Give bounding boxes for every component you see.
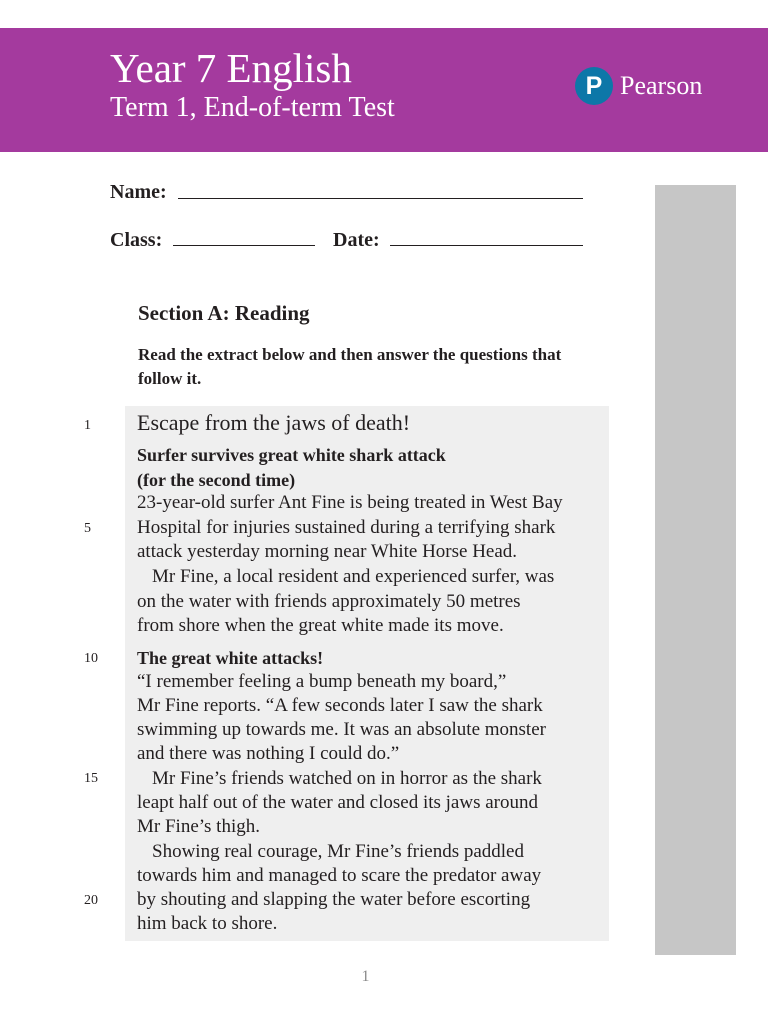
extract-line: Mr Fine, a local resident and experienced surfer, was: [152, 566, 555, 587]
class-label: Class:: [110, 229, 163, 251]
header-band: [0, 28, 768, 152]
extract-line: on the water with friends approximately 50 metres: [137, 591, 521, 612]
page-number: 1: [361, 968, 370, 985]
extract-line: by shouting and slapping the water before escorting: [137, 889, 531, 910]
extract-line: swimming up towards me. It was an absolute monster: [137, 719, 546, 740]
extract-line: Showing real courage, Mr Fine’s friends paddled: [152, 841, 524, 862]
section-instructions: Read the extract below and then answer the questions that follow it.: [138, 345, 562, 388]
extract-line: Hospital for injuries sustained during a terrifying shark: [137, 517, 556, 538]
extract-line: and there was nothing I could do.”: [137, 743, 400, 764]
extract-line: 23-year-old surfer Ant Fine is being treated in West Bay: [137, 492, 563, 513]
page-title: Year 7 English: [110, 45, 352, 91]
name-field[interactable]: [178, 198, 583, 199]
pearson-logo-text: Pearson: [620, 71, 703, 100]
page-subtitle: Term 1, End-of-term Test: [110, 92, 395, 123]
line-number: 10: [84, 651, 98, 666]
date-field[interactable]: [390, 245, 583, 246]
extract-crosshead: The great white attacks!: [137, 648, 324, 668]
line-number: 15: [84, 771, 98, 786]
line-number: 5: [84, 521, 91, 536]
date-label: Date:: [333, 229, 380, 251]
extract-line: Mr Fine reports. “A few seconds later I saw the shark: [137, 695, 543, 716]
extract-line: “I remember feeling a bump beneath my board,”: [137, 671, 507, 692]
extract-subhead: (for the second time): [137, 470, 296, 490]
extract-subhead: Surfer survives great white shark attack: [137, 445, 446, 465]
name-label: Name:: [110, 181, 167, 203]
extract-line: Mr Fine’s thigh.: [137, 816, 260, 837]
line-number: 20: [84, 893, 98, 908]
line-number: 1: [84, 418, 91, 433]
margin-sidebar: [655, 185, 736, 955]
extract-line: him back to shore.: [137, 913, 278, 934]
extract-line: from shore when the great white made its move.: [137, 615, 504, 636]
extract-headline: Escape from the jaws of death!: [137, 410, 411, 435]
extract-line: Mr Fine’s friends watched on in horror as the shark: [152, 768, 542, 789]
extract-line: towards him and managed to scare the predator away: [137, 865, 542, 886]
pearson-logo: [575, 67, 702, 105]
extract-line: attack yesterday morning near White Horse Head.: [137, 541, 518, 562]
section-title: Section A: Reading: [138, 301, 310, 325]
extract-line: leapt half out of the water and closed its jaws around: [137, 792, 538, 813]
pearson-logo-icon: P: [575, 67, 613, 105]
class-field[interactable]: [173, 245, 315, 246]
